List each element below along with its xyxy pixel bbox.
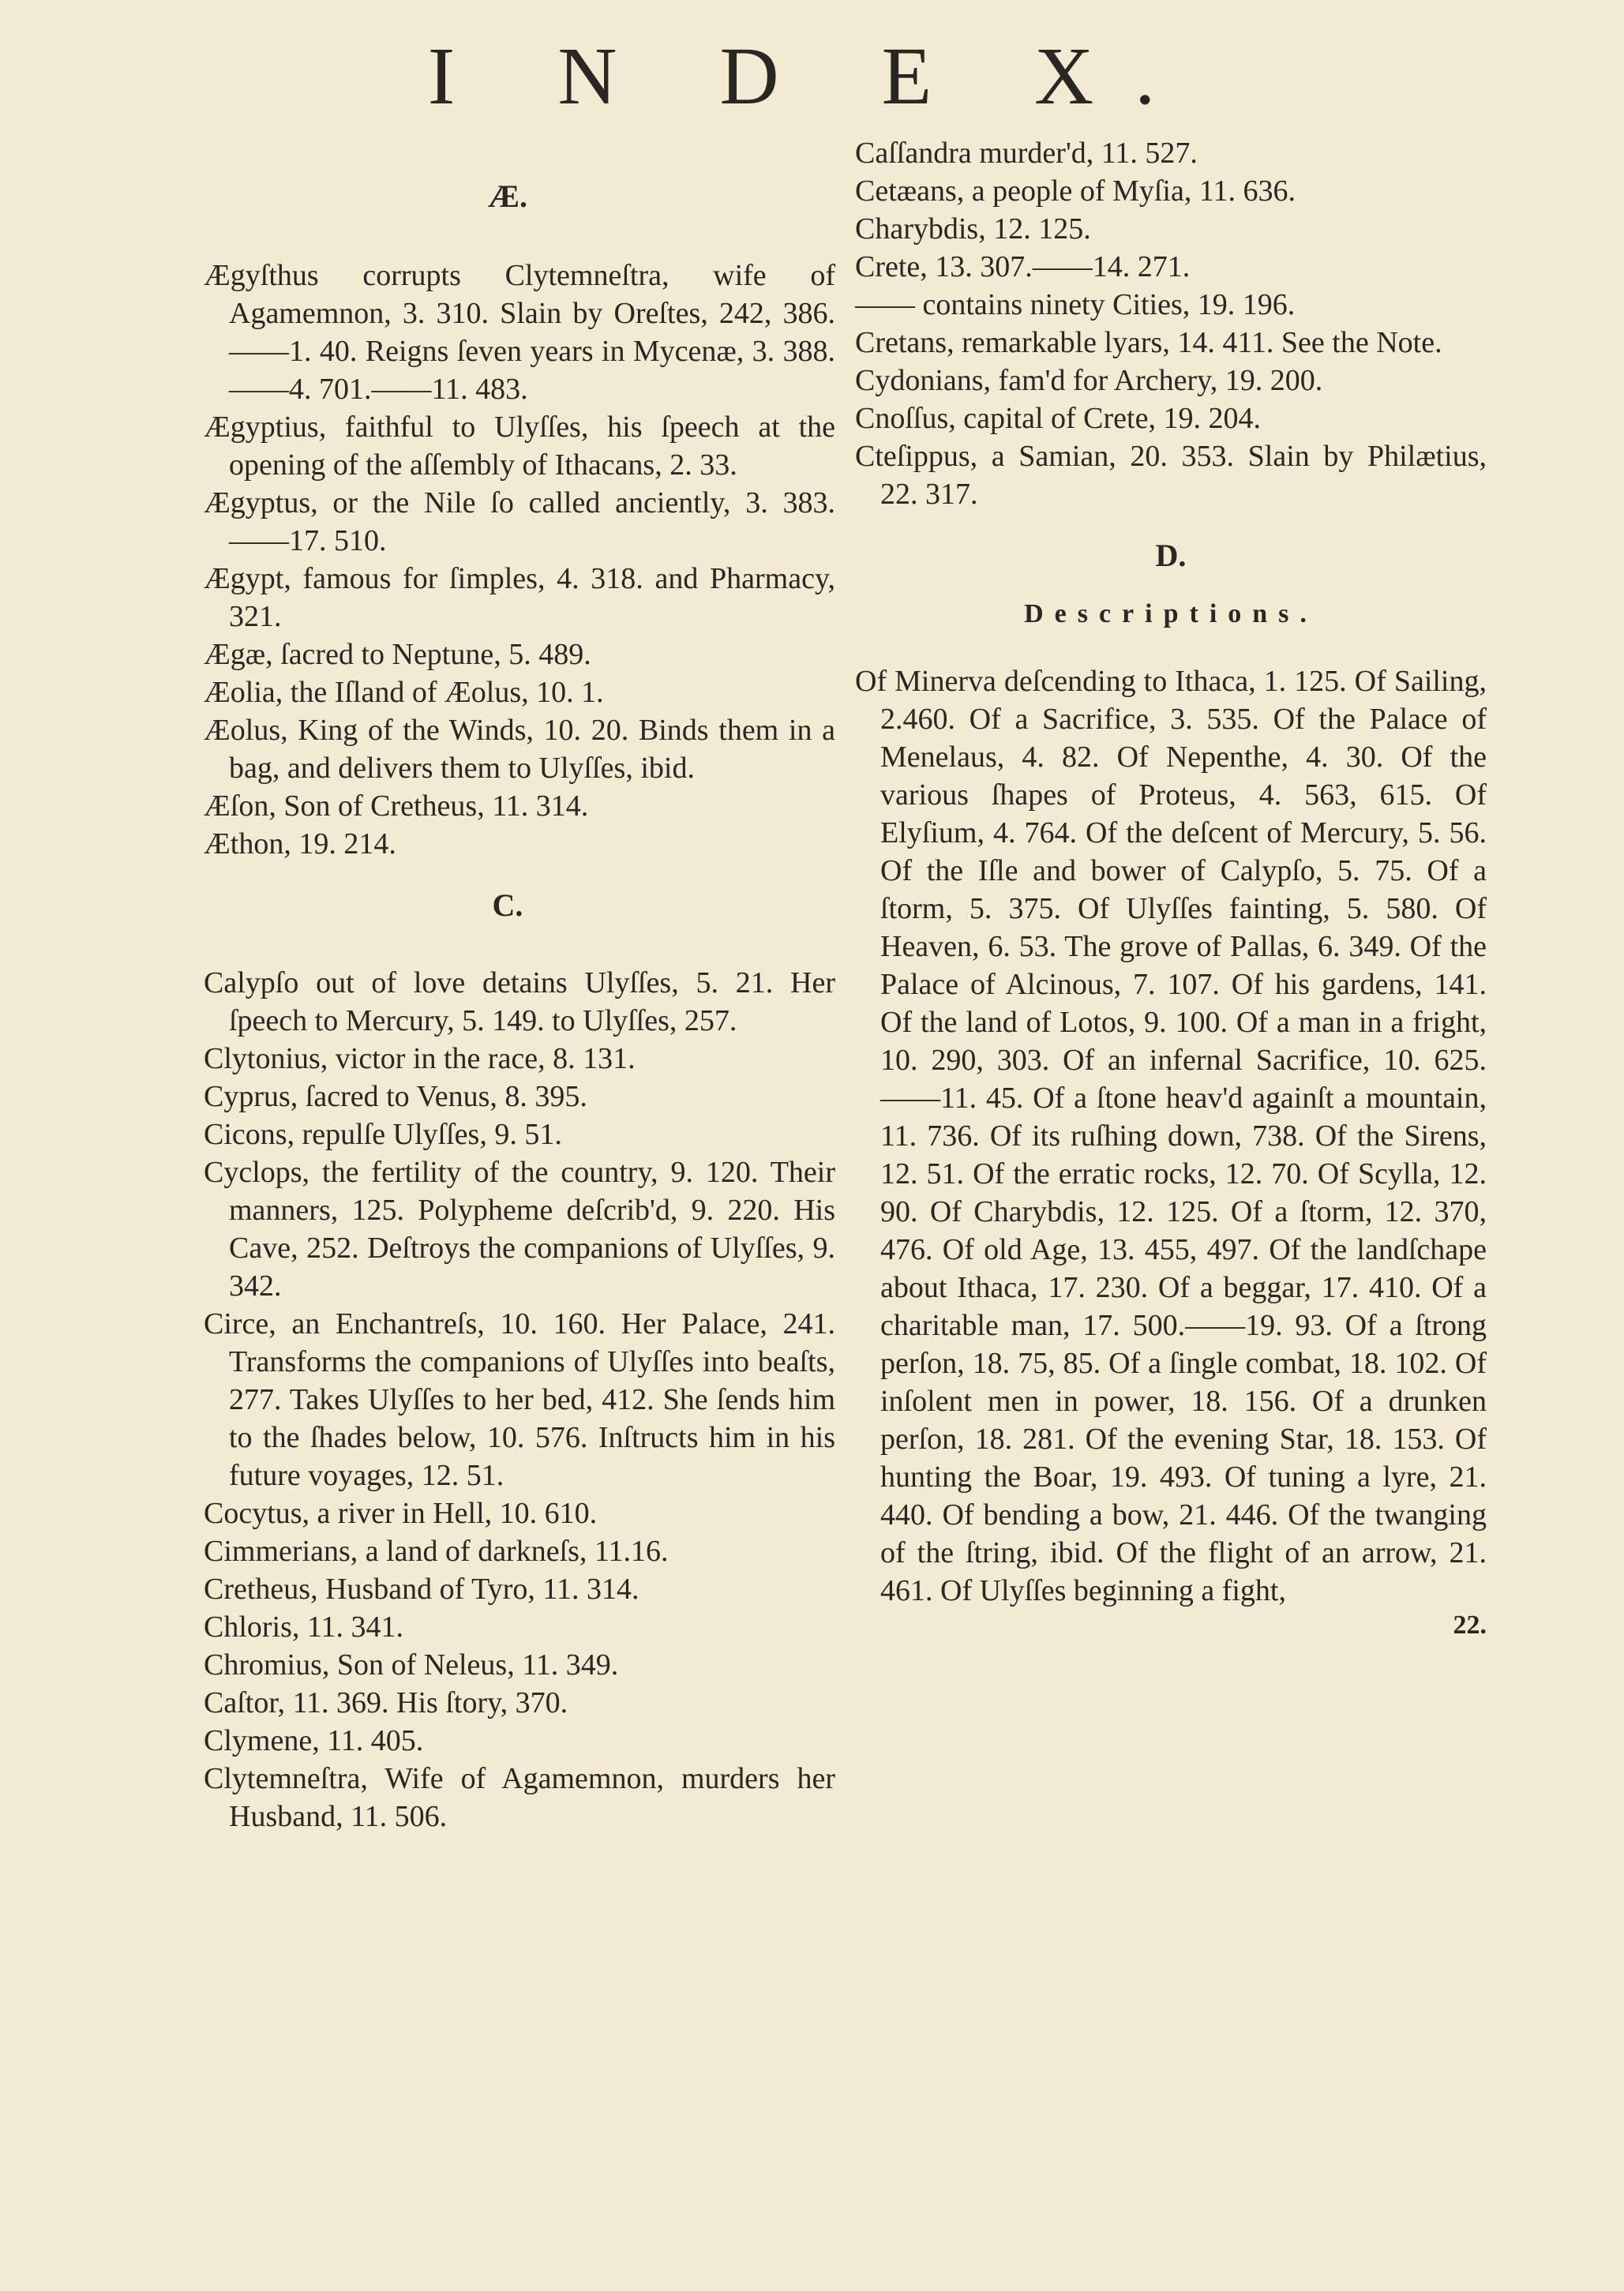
index-entry: Ægæ, ſacred to Neptune, 5. 489. [204,638,591,671]
index-entry: Cnoſſus, capital of Crete, 19. 204. [855,402,1261,435]
index-entry: Æolia, the Iſland of Æolus, 10. 1. [204,676,604,709]
index-list-c-continued [855,134,1487,513]
section-heading-ae: Æ. [488,178,527,214]
index-entry: Ægyptius, faithful to Ulyſſes, his ſpeech at the opening of the aſſembly of Ithacans, 2. 33. [204,411,835,482]
index-entry: Cretheus, Husband of Tyro, 11. 314. [204,1573,639,1606]
index-entry: Cyprus, ſacred to Venus, 8. 395. [204,1080,587,1113]
section-heading-c: C. [492,887,523,923]
right-column [855,134,1487,1641]
index-entry: Chloris, 11. 341. [204,1610,403,1644]
index-entry: Cocytus, a river in Hell, 10. 610. [204,1497,598,1530]
index-entry: Ægyptus, or the Nile ſo called anciently, 3. 383.——17. 510. [204,486,835,557]
index-entry: Crete, 13. 307.——14. 271. [855,250,1191,283]
index-entry: Caſſandra murder'd, 11. 527. [855,137,1198,170]
index-entry: Æolus, King of the Winds, 10. 20. Binds them in a bag, and delivers them to Ulyſſes, ibid. [204,714,835,785]
index-entry: Chromius, Son of Neleus, 11. 349. [204,1648,619,1682]
index-entry: Cicons, repulſe Ulyſſes, 9. 51. [204,1118,562,1151]
index-entry: Cyclops, the fertility of the country, 9. 120. Their manners, 125. Polypheme deſcrib'd, 9. 220. His Cave, 252. Deſtroys the companions of Ulyſſes, 9. 342. [204,1156,835,1303]
index-entry: Cretans, remarkable lyars, 14. 411. See the Note. [855,326,1442,359]
index-entry: Clymene, 11. 405. [204,1724,424,1757]
index-entry: —— contains ninety Cities, 19. 196. [855,288,1296,321]
section-heading-d: D. [1155,538,1187,573]
index-entry: Cydonians, fam'd for Archery, 19. 200. [855,364,1323,397]
index-entry: Cimmerians, a land of darkneſs, 11.16. [204,1535,669,1568]
index-entry: Circe, an Enchantreſs, 10. 160. Her Palace, 241. Transforms the companions of Ulyſſes into beaſts, 277. Takes Ulyſſes to her bed, 412. She ſends him to the ſhades below, 10. 576. Inſtructs him in his future voyages, 12. 51. [204,1307,835,1492]
index-entry: Cetæans, a people of Myſia, 11. 636. [855,174,1296,208]
catchword: 22. [1453,1610,1487,1640]
index-entry: Ægypt, famous for ſimples, 4. 318. and Pharmacy, 321. [204,562,835,633]
index-entry: Ægyſthus corrupts Clytemneſtra, wife of Agamemnon, 3. 310. Slain by Oreſtes, 242, 386.——1. 40. Reigns ſeven years in Mycenæ, 3. 388.——4. 701.——11. 483. [204,259,835,406]
index-list-c [204,964,835,1835]
index-entry: Æthon, 19. 214. [204,827,396,861]
page-title: I N D E X. [427,31,1197,122]
index-entry: Clytemneſtra, Wife of Agamemnon, murders her Husband, 11. 506. [204,1762,835,1833]
index-entry: Æſon, Son of Cretheus, 11. 314. [204,789,589,823]
index-entry: Clytonius, victor in the race, 8. 131. [204,1042,636,1075]
index-entry: Calypſo out of love detains Ulyſſes, 5. 21. Her ſpeech to Mercury, 5. 149. to Ulyſſes, 257. [204,966,835,1037]
index-entry: Cteſippus, a Samian, 20. 353. Slain by Philætius, 22. 317. [855,440,1487,511]
index-entry: Charybdis, 12. 125. [855,212,1091,246]
index-list-ae [204,257,835,863]
left-column [204,178,835,1835]
descriptions-subheading: Descriptions. [1024,599,1318,628]
descriptions-entry: Of Minerva deſcending to Ithaca, 1. 125. Of Sailing, 2.460. Of a Sacrifice, 3. 535. Of the Palace of Menelaus, 4. 82. Of Nepenthe, 4. 30. Of the various ſhapes of Proteus, 4. 563, 615. Of Elyſium, 4. 764. Of the deſcent of Mercury, 5. 56. Of the Iſle and bower of Calypſo, 5. 75. Of a ſtorm, 5. 375. Of Ulyſſes fainting, 5. 580. Of Heaven, 6. 53. The grove of Pallas, 6. 349. Of the Palace of Alcinous, 7. 107. Of his gardens, 141. Of the land of Lotos, 9. 100. Of a man in a fright, 10. 290, 303. Of an infernal Sacrifice, 10. 625.——11. 45. Of a ſtone heav'd againſt a mountain, 11. 736. Of its ruſhing down, 738. Of the Sirens, 12. 51. Of the erratic rocks, 12. 70. Of Scylla, 12. 90. Of Charybdis, 12. 125. Of a ſtorm, 12. 370, 476. Of old Age, 13. 455, 497. Of the landſchape about Ithaca, 17. 230. Of a beggar, 17. 410. Of a charitable man, 17. 500.——19. 93. Of a ſtrong perſon, 18. 75, 85. Of a ſingle combat, 18. 102. Of inſolent men in power, 18. 156. Of a drunken perſon, 18. 281. Of the evening Star, 18. 153. Of hunting the Boar, 19. 493. Of tuning a lyre, 21. 440. Of bending a bow, 21. 446. Of the twanging of the ſtring, ibid. Of the flight of an arrow, 21. 461. Of Ulyſſes beginning a fight, [855,664,1487,1607]
index-entry: Caſtor, 11. 369. His ſtory, 370. [204,1686,568,1719]
